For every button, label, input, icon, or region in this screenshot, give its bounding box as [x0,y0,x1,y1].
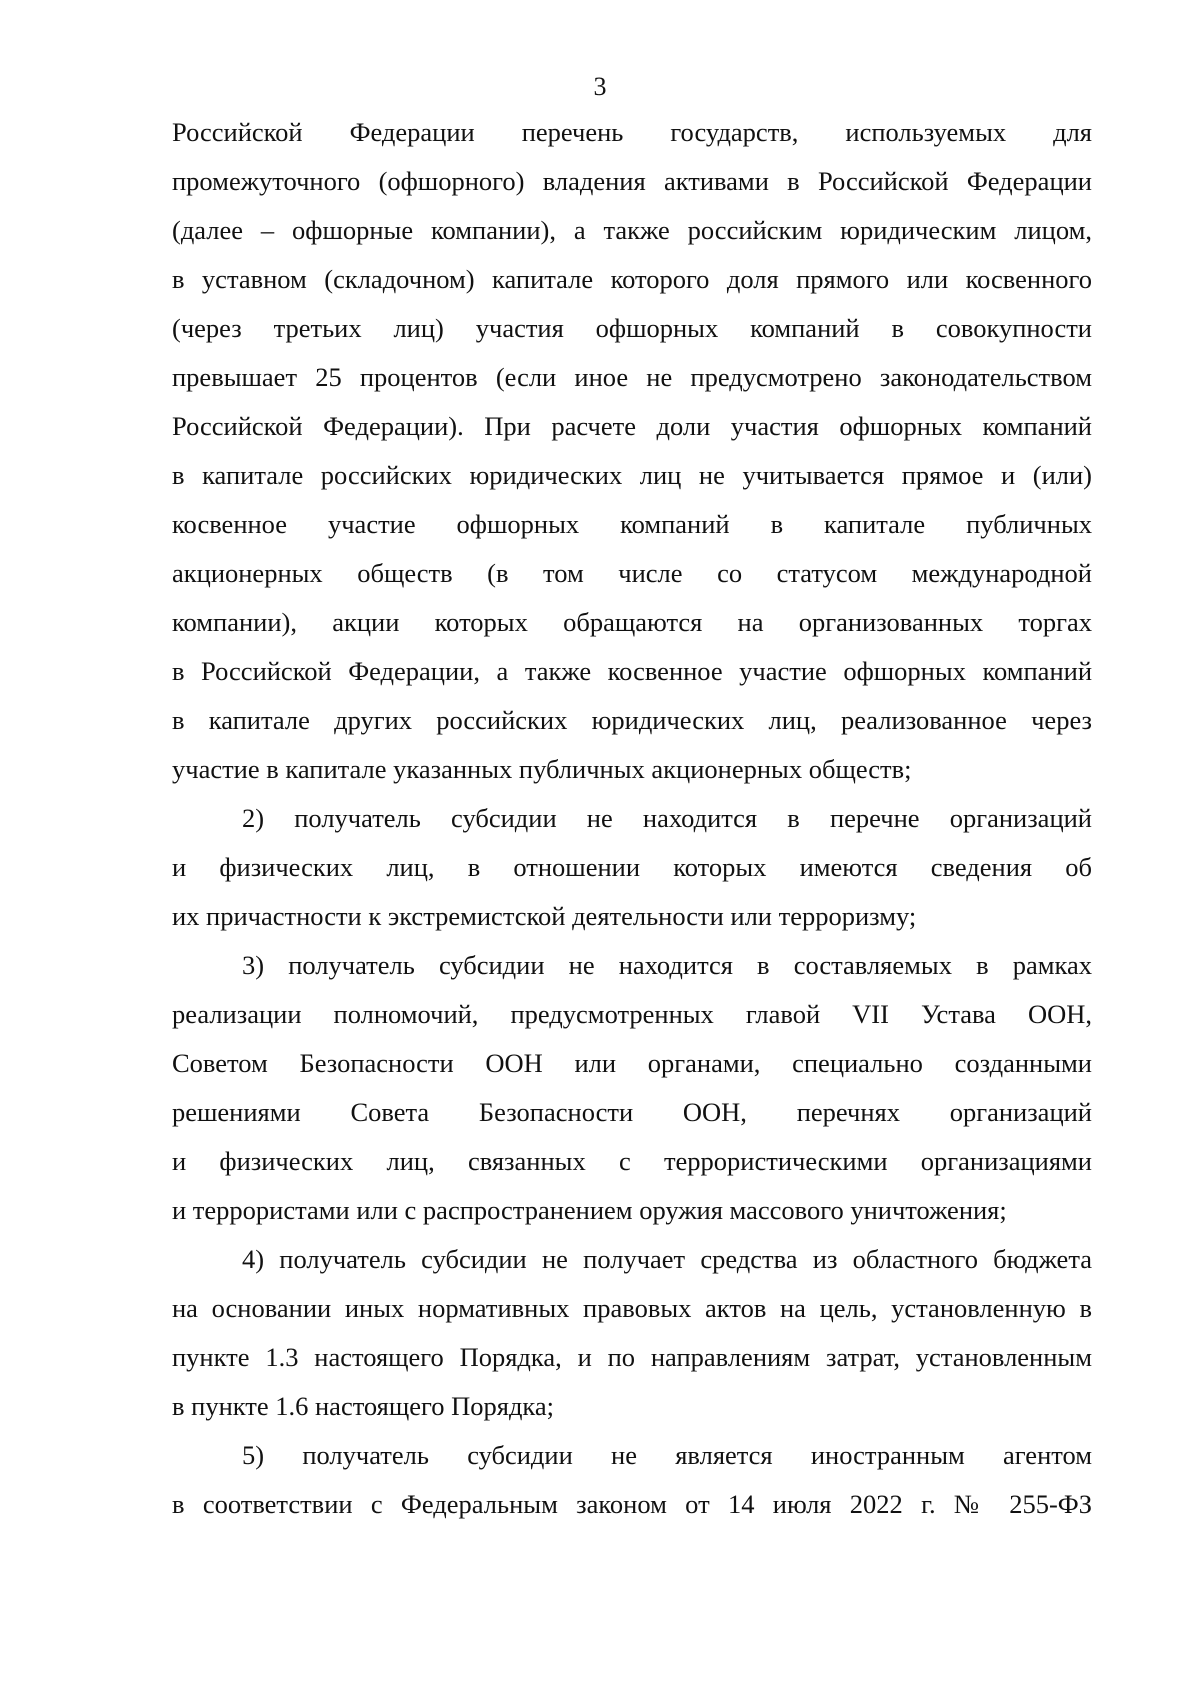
text-line: в капитале других российских юридических лиц, реализованное через [172,705,1092,735]
text-line: пункте 1.3 настоящего Порядка, и по направлениям затрат, установленным [172,1342,1092,1372]
text-line: в соответствии с Федеральным законом от 14 июля 2022 г. № 255-ФЗ [172,1489,1092,1519]
text-line: превышает 25 процентов (если иное не предусмотрено законодательством [172,362,1092,392]
text-line: в пункте 1.6 настоящего Порядка; [172,1391,555,1421]
text-line: их причастности к экстремистской деятельности или терроризму; [172,901,917,931]
text-line: в капитале российских юридических лиц не учитывается прямое и (или) [172,460,1092,490]
text-line: участие в капитале указанных публичных акционерных обществ; [172,754,912,784]
text-line: промежуточного (офшорного) владения активами в Российской Федерации [172,166,1092,196]
page-number: 3 [593,72,607,101]
paragraph-5-start: 5) получатель субсидии не является иностранным агентом [242,1440,1092,1470]
text-line: Российской Федерации перечень государств, используемых для [172,117,1092,147]
text-line: акционерных обществ (в том числе со статусом международной [172,558,1092,588]
text-line: решениями Совета Безопасности ООН, перечнях организаций [172,1097,1092,1127]
paragraph-4-start: 4) получатель субсидии не получает средства из областного бюджета [242,1244,1092,1274]
text-line: и физических лиц, связанных с террористическими организациями [172,1146,1092,1176]
text-line: (далее – офшорные компании), а также российским юридическим лицом, [172,215,1092,245]
text-line: на основании иных нормативных правовых актов на цель, установленную в [172,1293,1092,1323]
paragraph-3-start: 3) получатель субсидии не находится в составляемых в рамках [242,950,1092,980]
body-text [172,108,1092,1529]
paragraph-2-start: 2) получатель субсидии не находится в перечне организаций [242,803,1092,833]
text-line: Советом Безопасности ООН или органами, специально созданными [172,1048,1092,1078]
text-line: и физических лиц, в отношении которых имеются сведения об [172,852,1092,882]
text-line: Российской Федерации). При расчете доли участия офшорных компаний [172,411,1092,441]
text-line: (через третьих лиц) участия офшорных компаний в совокупности [172,313,1092,343]
text-line: компании), акции которых обращаются на организованных торгах [172,607,1092,637]
text-line: и террористами или с распространением оружия массового уничтожения; [172,1195,1007,1225]
text-line: косвенное участие офшорных компаний в капитале публичных [172,509,1092,539]
text-line: в уставном (складочном) капитале которого доля прямого или косвенного [172,264,1092,294]
text-line: в Российской Федерации, а также косвенное участие офшорных компаний [172,656,1092,686]
text-line: реализации полномочий, предусмотренных главой VII Устава ООН, [172,999,1092,1029]
